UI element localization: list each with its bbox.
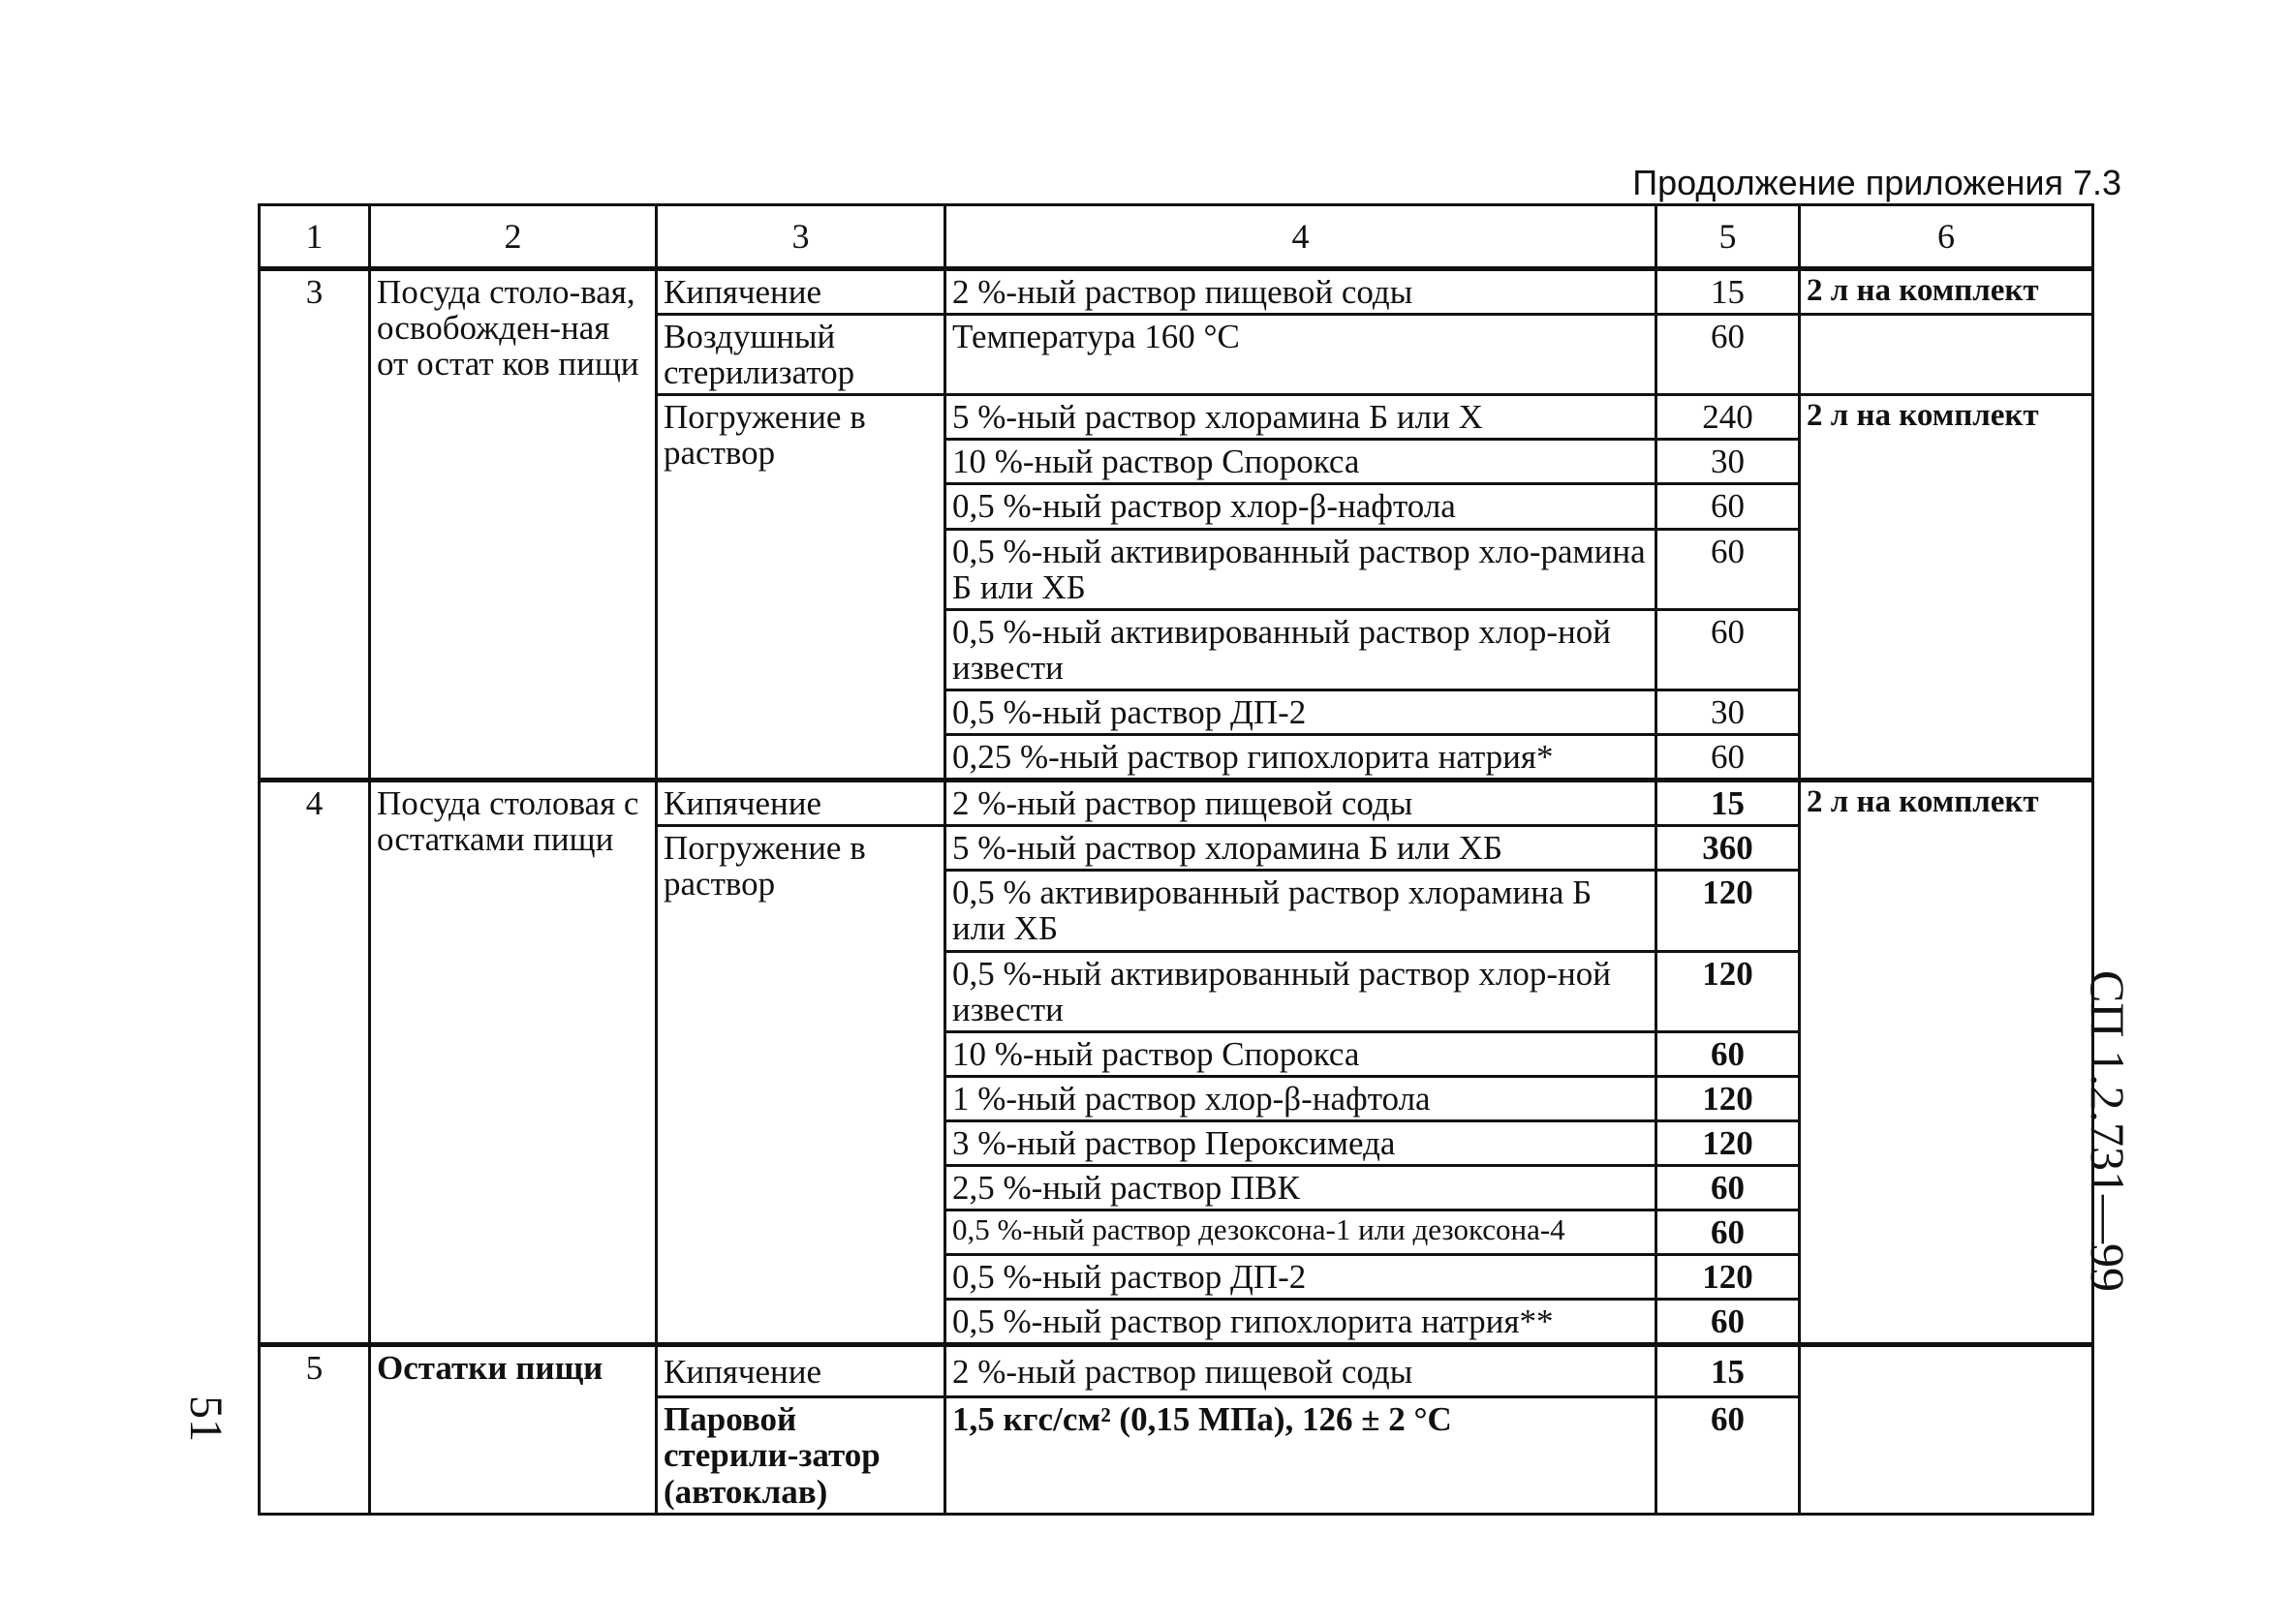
agent-cell: 0,5 %-ный раствор ДП-2 xyxy=(945,1255,1656,1300)
agent-cell: 0,25 %-ный раствор гипохлорита натрия* xyxy=(945,735,1656,781)
time-cell: 120 xyxy=(1656,871,1800,951)
method-cell: Кипячение xyxy=(657,269,945,315)
header-cell: 5 xyxy=(1656,205,1800,269)
time-cell: 15 xyxy=(1656,781,1800,826)
header-cell: 4 xyxy=(945,205,1656,269)
time-cell: 60 xyxy=(1656,484,1800,529)
header-row xyxy=(260,205,2093,269)
table-caption: Продолжение приложения 7.3 xyxy=(1632,163,2121,202)
agent-cell: 1 %-ный раствор хлор-β-нафтола xyxy=(945,1076,1656,1120)
agent-cell: 2 %-ный раствор пищевой соды xyxy=(945,1345,1656,1397)
agent-cell: 5 %-ный раствор хлорамина Б или Х xyxy=(945,395,1656,440)
object-cell: Остатки пищи xyxy=(370,1345,657,1514)
time-cell: 60 xyxy=(1656,1165,1800,1210)
object-cell: Посуда столовая с остатками пищи xyxy=(370,781,657,1345)
consumption-cell: 2 л на комплект xyxy=(1800,269,2093,315)
time-cell: 15 xyxy=(1656,1345,1800,1397)
time-cell: 60 xyxy=(1656,735,1800,781)
time-cell: 30 xyxy=(1656,689,1800,734)
agent-cell: Температура 160 °С xyxy=(945,315,1656,395)
method-cell: Кипячение xyxy=(657,1345,945,1397)
agent-cell: 2 %-ный раствор пищевой соды xyxy=(945,781,1656,826)
agent-cell: 2 %-ный раствор пищевой соды xyxy=(945,269,1656,315)
consumption-cell xyxy=(1800,1345,2093,1514)
object-cell: Посуда столо-вая, освобожден-ная от остат ков пищи xyxy=(370,269,657,781)
table-row xyxy=(260,1345,2093,1397)
agent-cell: 0,5 %-ный раствор дезоксона-1 или дезоксона-4 xyxy=(945,1210,1656,1255)
time-cell: 60 xyxy=(1656,1210,1800,1255)
time-cell: 120 xyxy=(1656,1255,1800,1300)
method-cell: Погружение в раствор xyxy=(657,395,945,781)
agent-cell: 3 %-ный раствор Пероксимеда xyxy=(945,1120,1656,1165)
agent-cell: 0,5 %-ный активированный раствор хлор-ной извести xyxy=(945,609,1656,689)
agent-cell: 0,5 %-ный раствор ДП-2 xyxy=(945,689,1656,734)
row-number: 5 xyxy=(260,1345,370,1514)
time-cell: 60 xyxy=(1656,1397,1800,1514)
method-cell: Кипячение xyxy=(657,781,945,826)
time-cell: 60 xyxy=(1656,1300,1800,1345)
time-cell: 60 xyxy=(1656,315,1800,395)
document-code: СП 1.2.731—99 xyxy=(2081,970,2135,1292)
agent-cell: 0,5 %-ный раствор хлор-β-нафтола xyxy=(945,484,1656,529)
header-cell: 2 xyxy=(370,205,657,269)
consumption-cell: 2 л на комплект xyxy=(1800,781,2093,1345)
agent-cell: 0,5 %-ный раствор гипохлорита натрия** xyxy=(945,1300,1656,1345)
time-cell: 60 xyxy=(1656,1031,1800,1076)
agent-cell: 2,5 %-ный раствор ПВК xyxy=(945,1165,1656,1210)
agent-cell: 0,5 %-ный активированный раствор хло-рамина Б или ХБ xyxy=(945,529,1656,609)
table-row xyxy=(260,269,2093,315)
time-cell: 360 xyxy=(1656,826,1800,871)
row-number: 3 xyxy=(260,269,370,781)
time-cell: 120 xyxy=(1656,1076,1800,1120)
time-cell: 120 xyxy=(1656,1120,1800,1165)
agent-cell: 0,5 %-ный активированный раствор хлор-ной извести xyxy=(945,951,1656,1031)
agent-cell: 10 %-ный раствор Спорокса xyxy=(945,1031,1656,1076)
method-cell: Воздушный стерилизатор xyxy=(657,315,945,395)
agent-cell: 10 %-ный раствор Спорокса xyxy=(945,440,1656,484)
method-cell: Погружение в раствор xyxy=(657,826,945,1345)
agent-cell: 1,5 кгс/см² (0,15 МПа), 126 ± 2 °С xyxy=(945,1397,1656,1514)
time-cell: 30 xyxy=(1656,440,1800,484)
header-cell: 3 xyxy=(657,205,945,269)
time-cell: 15 xyxy=(1656,269,1800,315)
disinfection-table xyxy=(258,203,2094,1516)
agent-cell: 5 %-ный раствор хлорамина Б или ХБ xyxy=(945,826,1656,871)
consumption-cell: 2 л на комплект xyxy=(1800,395,2093,781)
page-number: 51 xyxy=(180,1395,232,1442)
time-cell: 60 xyxy=(1656,529,1800,609)
method-cell: Паровой стерили-затор (автоклав) xyxy=(657,1397,945,1514)
agent-cell: 0,5 % активированный раствор хлорамина Б или ХБ xyxy=(945,871,1656,951)
time-cell: 240 xyxy=(1656,395,1800,440)
time-cell: 120 xyxy=(1656,951,1800,1031)
table-row xyxy=(260,781,2093,826)
header-cell: 6 xyxy=(1800,205,2093,269)
time-cell: 60 xyxy=(1656,609,1800,689)
header-cell: 1 xyxy=(260,205,370,269)
row-number: 4 xyxy=(260,781,370,1345)
consumption-cell xyxy=(1800,315,2093,395)
